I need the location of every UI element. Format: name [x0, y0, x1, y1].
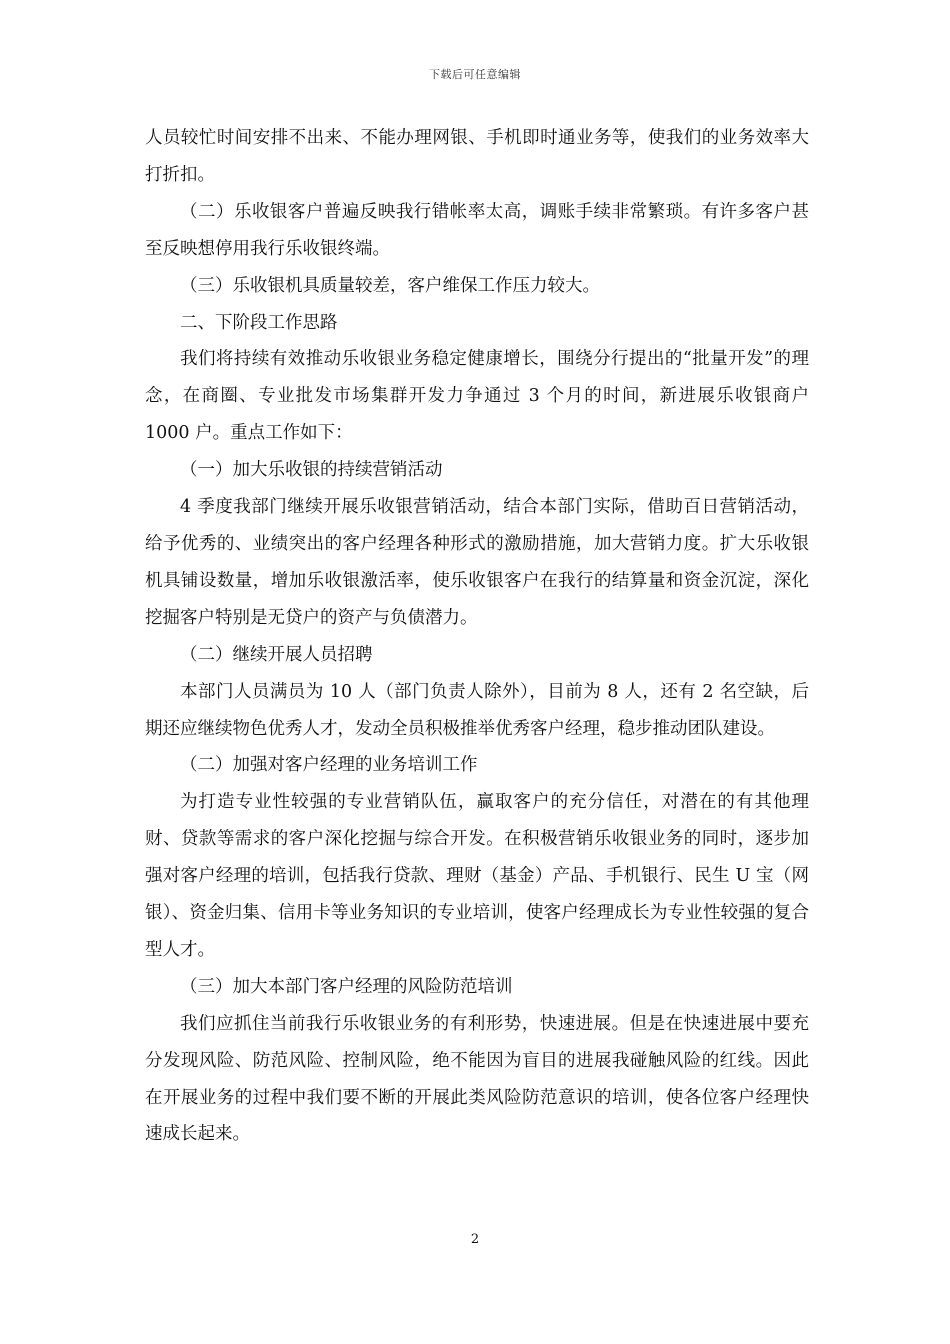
- subsection-heading: （三）加大本部门客户经理的风险防范培训: [180, 976, 513, 997]
- subsection-heading: （二）继续开展人员招聘: [180, 644, 373, 665]
- paragraph: （二）乐收银客户普遍反映我行错帐率太高，调账手续非常繁琐。有许多客户甚至反映想停用我行乐收银终端。: [145, 201, 809, 259]
- subsection-heading: （二）加强对客户经理的业务培训工作: [180, 755, 478, 776]
- page-header-note: 下载后可任意编辑: [429, 68, 521, 81]
- paragraph: 为打造专业性较强的专业营销队伍，赢取客户的充分信任，对潜在的有其他理财、贷款等需求的客户深化挖掘与综合开发。在积极营销乐收银业务的同时，逐步加强对客户经理的培训，包括我行贷款、理财（基金）产品、手机银行、民生 U 宝（网银）、资金归集、信用卡等业务知识的专业培训，使客户经理成长为专业性较强的复合型人才。: [145, 792, 809, 960]
- section-heading: 二、下阶段工作思路: [180, 312, 338, 333]
- document-body: [145, 120, 809, 1153]
- page-number: 2: [470, 1232, 480, 1247]
- paragraph: 我们将持续有效推动乐收银业务稳定健康增长，围绕分行提出的“批量开发”的理念，在商圈、专业批发市场集群开发力争通过 3 个月的时间，新进展乐收银商户 1000 户。重点工作如下：: [145, 349, 809, 444]
- paragraph: 人员较忙时间安排不出来、不能办理网银、手机即时通业务等，使我们的业务效率大打折扣。: [145, 128, 809, 185]
- paragraph: （三）乐收银机具质量较差，客户维保工作压力较大。: [180, 275, 600, 296]
- subsection-heading: （一）加大乐收银的持续营销活动: [180, 460, 443, 481]
- paragraph: 4 季度我部门继续开展乐收银营销活动，结合本部门实际，借助百日营销活动，给予优秀的、业绩突出的客户经理各种形式的激励措施，加大营销力度。扩大乐收银机具铺设数量，增加乐收银激活率，使乐收银客户在我行的结算量和资金沉淀，深化挖掘客户特别是无贷户的资产与负债潜力。: [145, 497, 809, 628]
- paragraph: 我们应抓住当前我行乐收银业务的有利形势，快速进展。但是在快速进展中要充分发现风险、防范风险、控制风险，绝不能因为盲目的进展我碰触风险的红线。因此在开展业务的过程中我们要不断的开展此类风险防范意识的培训，使各位客户经理快速成长起来。: [145, 1013, 809, 1145]
- paragraph: 本部门人员满员为 10 人（部门负责人除外），目前为 8 人，还有 2 名空缺，后期还应继续物色优秀人才，发动全员积极推举优秀客户经理，稳步推动团队建设。: [145, 681, 809, 739]
